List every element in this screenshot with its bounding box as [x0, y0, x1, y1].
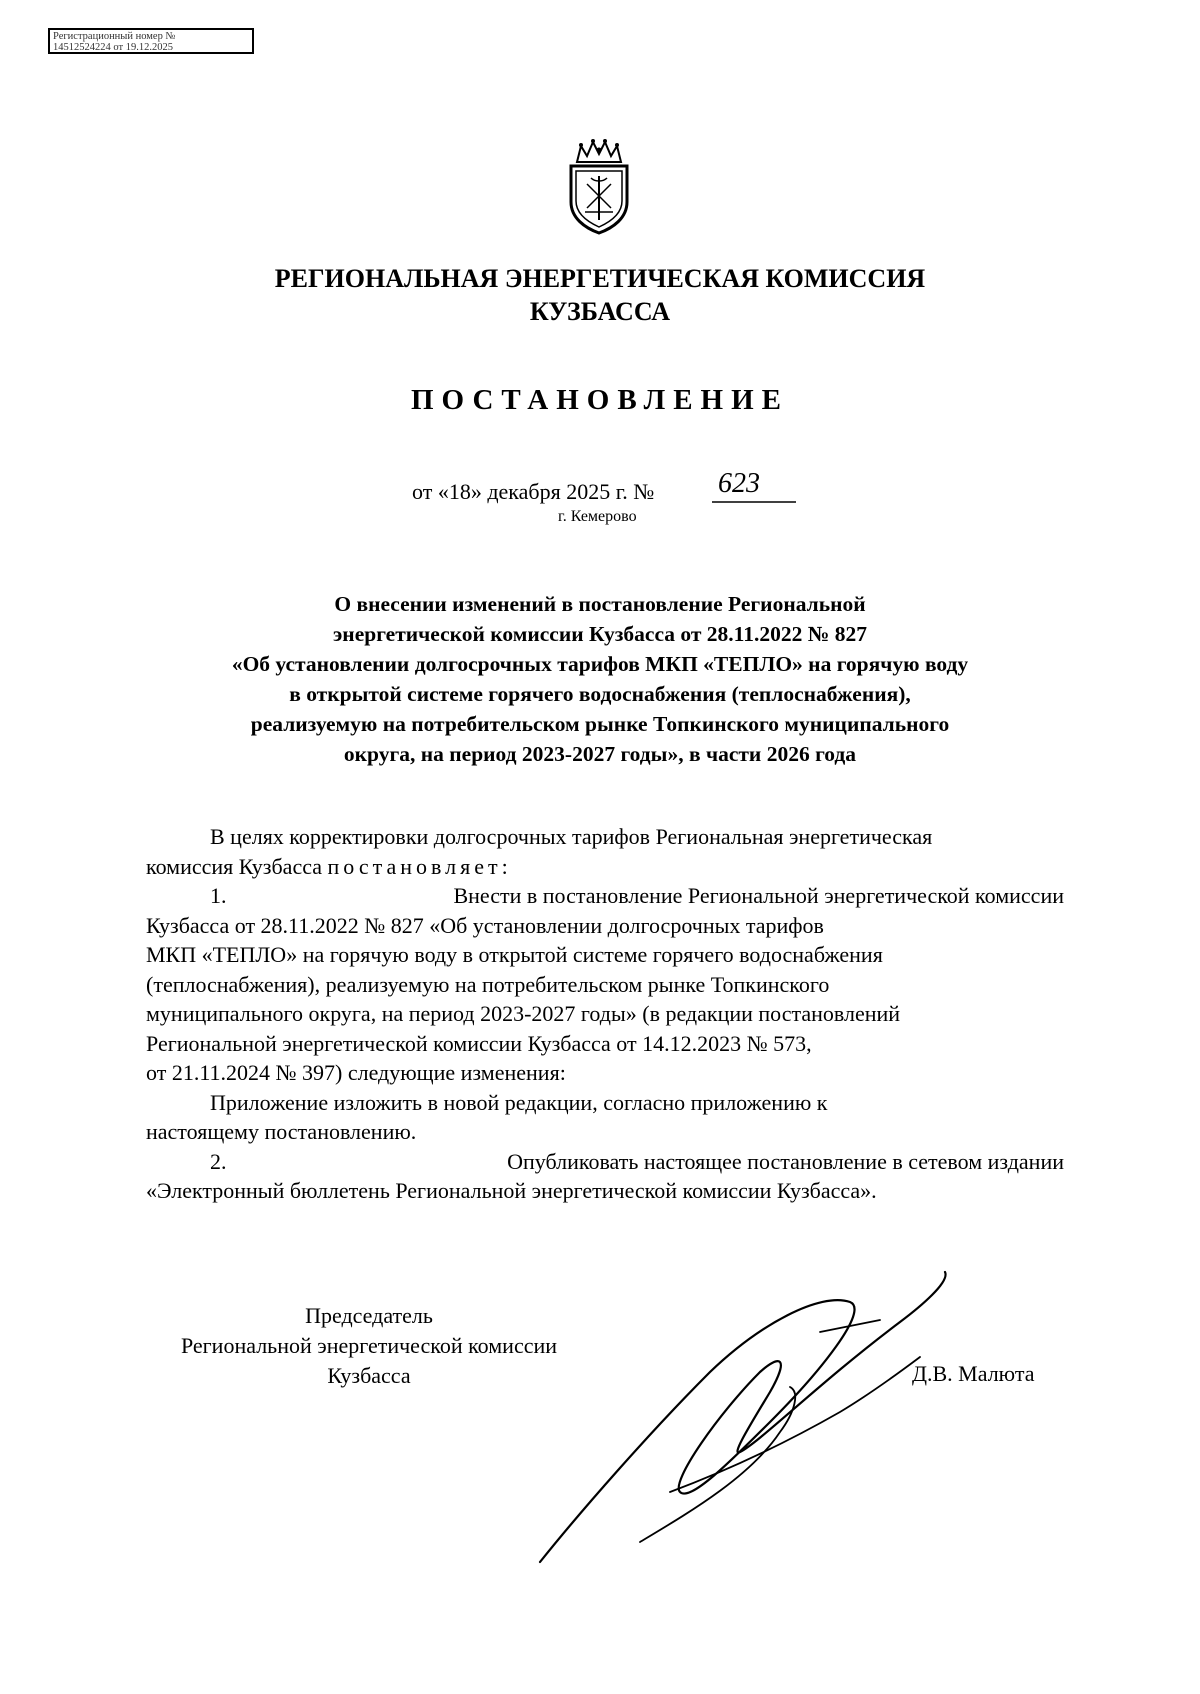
registration-stamp	[48, 28, 254, 54]
decree-word: постановляет:	[327, 853, 512, 879]
item1-line: Региональной энергетической комиссии Кузбасса от 14.12.2023 № 573,	[146, 1030, 812, 1056]
item1-sub-line: настоящему постановлению.	[146, 1119, 417, 1144]
intro-line: В целях корректировки долгосрочных тарифов Региональная энергетическая	[210, 824, 933, 849]
item1-line	[146, 881, 1064, 911]
item1-sub-line: Приложение изложить в новой редакции, согласно приложению к	[210, 1089, 828, 1115]
subject-line: в открытой системе горячего водоснабжения (теплоснабжения),	[289, 682, 911, 706]
item1-line: (теплоснабжения), реализуемую на потребительском рынке Топкинского	[146, 971, 830, 997]
subject-line: О внесении изменений в постановление Региональной	[334, 592, 866, 616]
subject-line: энергетической комиссии Кузбасса от 28.11.2022 № 827	[333, 622, 867, 646]
item1-line: муниципального округа, на период 2023-2027 годы» (в редакции постановлений	[146, 1001, 901, 1026]
organization-name	[0, 262, 1200, 328]
item2-line	[146, 1147, 1064, 1177]
item1-line: Кузбасса от 28.11.2022 № 827 «Об установлении долгосрочных тарифов	[146, 912, 824, 938]
document-subject	[0, 589, 1200, 769]
document-city: г. Кемерово	[558, 508, 637, 525]
document-number-value: 623	[718, 468, 760, 499]
registration-number-value: 14512524224 от 19.12.2025	[53, 42, 173, 53]
item2-line: «Электронный бюллетень Региональной энергетической комиссии Кузбасса».	[146, 1178, 877, 1203]
item1-line: от 21.11.2024 № 397) следующие изменения:	[146, 1060, 566, 1085]
item2-text: Опубликовать настоящее постановление в сетевом издании	[507, 1148, 1064, 1174]
document-date: от «18» декабря 2025 г. №	[412, 479, 655, 504]
signatory-title-line1: Председатель	[305, 1303, 433, 1328]
signatory-name: Д.В. Малюта	[912, 1361, 1035, 1386]
document-number	[712, 466, 796, 506]
item1-text: Внести в постановление Региональной энергетической комиссии	[453, 883, 1064, 908]
document-type: ПОСТАНОВЛЕНИЕ	[410, 384, 789, 416]
signatory-title-line3: Кузбасса	[327, 1363, 411, 1388]
subject-line: «Об установлении долгосрочных тарифов МКП «ТЕПЛО» на горячую воду	[231, 652, 969, 676]
item1-line: МКП «ТЕПЛО» на горячую воду в открытой системе горячего водоснабжения	[146, 942, 883, 967]
intro-text: комиссия Кузбасса	[146, 853, 322, 879]
item2-number: 2.	[210, 1148, 227, 1174]
subject-line: реализуемую на потребительском рынке Топкинского муниципального	[250, 712, 950, 736]
registration-number-label: Регистрационный номер №	[53, 31, 176, 42]
organization-name-line2: КУЗБАССА	[529, 297, 671, 326]
signatory-title-line2: Региональной энергетической комиссии	[180, 1333, 558, 1358]
organization-name-line1: РЕГИОНАЛЬНАЯ ЭНЕРГЕТИЧЕСКАЯ КОМИССИЯ	[274, 264, 926, 293]
handwritten-signature	[520, 1262, 960, 1572]
coat-of-arms-icon	[563, 136, 635, 236]
subject-line: округа, на период 2023-2027 годы», в части 2026 года	[343, 742, 857, 766]
intro-line	[146, 852, 1064, 882]
document-body	[146, 822, 1064, 1206]
item1-number: 1.	[210, 883, 227, 908]
